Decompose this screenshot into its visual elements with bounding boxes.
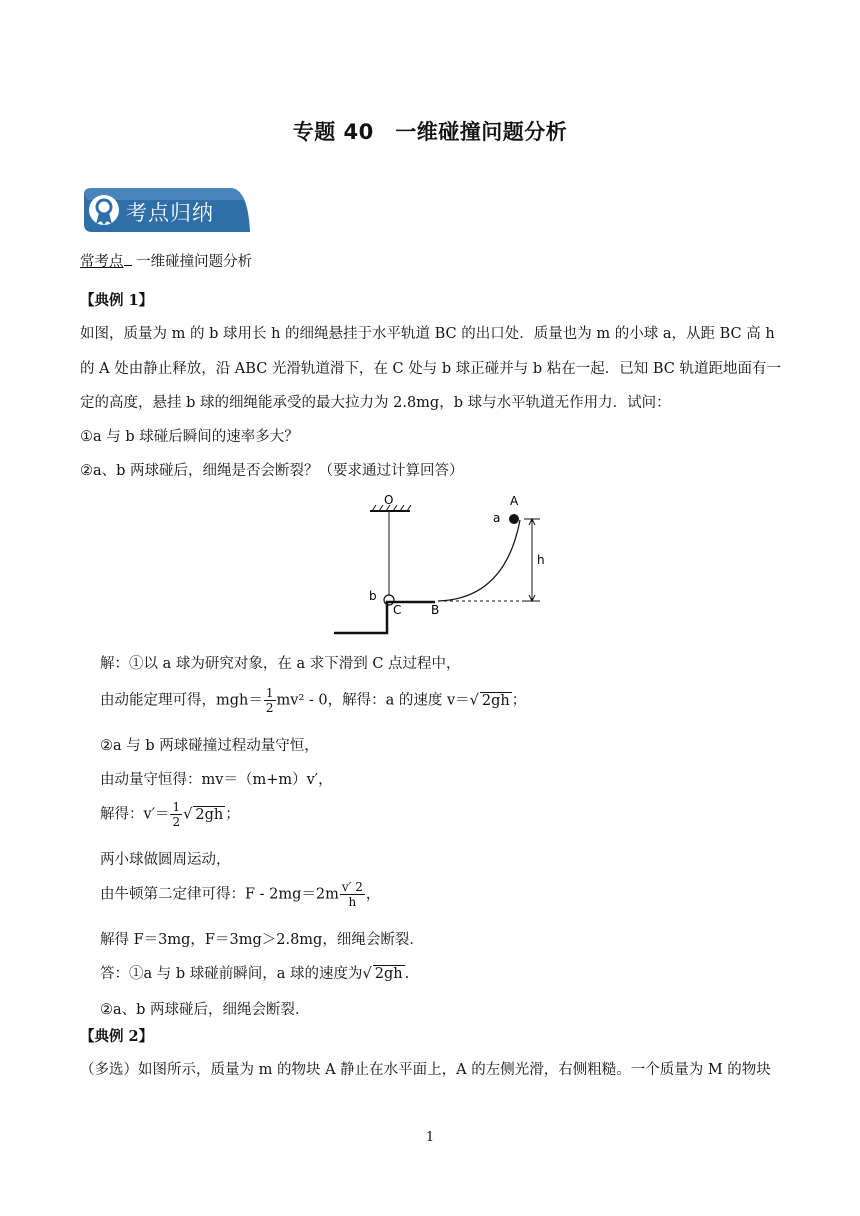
example2-heading: 【典例 2】 — [80, 1028, 154, 1045]
example1-paragraph-line: 定的高度，悬挂 b 球的细绳能承受的最大拉力为 2.8mg，b 球与水平轨道无作用力．试问： — [80, 395, 671, 411]
label-O: O — [384, 493, 394, 507]
question-1: ①a 与 b 球碰后瞬间的速率多大？ — [80, 429, 299, 445]
answer-line: 答：①a 与 b 球碰前瞬间，a 球的速度为√ 2gh . — [100, 966, 410, 982]
curved-track — [438, 520, 520, 601]
solution-line: 解得：v′＝ $\frac{1}{2}$ √ 2gh ； — [100, 800, 240, 829]
sqrt-expression: 2gh — [481, 692, 510, 709]
page-number: 1 — [425, 1130, 435, 1145]
fraction-denominator: h — [348, 895, 357, 909]
label-C: C — [393, 603, 402, 617]
question-2: ②a、b 两球碰后，细绳是否会断裂？（要求通过计算回答） — [80, 463, 464, 479]
fraction-numerator: v′ 2 — [341, 880, 363, 894]
solution-line: 解得 F＝3mg，F＝3mg＞2.8mg，细绳会断裂． — [100, 932, 424, 948]
solution-text: mv² - 0，解得：a 的速度 v＝ — [276, 692, 470, 709]
fraction-numerator: 1 — [265, 686, 274, 700]
label-B: B — [431, 603, 440, 617]
solution-text: 答：①a 与 b 球碰前瞬间，a 球的速度为 — [100, 966, 363, 982]
solution-text: ； — [511, 692, 527, 709]
solution-line — [100, 880, 380, 909]
label-b: b — [369, 589, 377, 603]
solution-line: 两小球做圆周运动， — [100, 852, 231, 868]
solution-text: ； — [225, 806, 240, 823]
fraction-v-squared-over-h — [340, 880, 365, 909]
section-topic: 一维碰撞问题分析 — [136, 254, 253, 270]
banner-text: 考点归纳 — [126, 201, 214, 225]
page-title: 专题 40 一维碰撞问题分析 — [292, 120, 568, 144]
sqrt-expression: 2gh — [195, 806, 224, 823]
track-diagram — [330, 488, 560, 638]
solution-text: 由牛顿第二定律可得：F - 2mg＝2m — [100, 886, 339, 903]
fraction-numerator: 1 — [172, 800, 181, 814]
section-label: 常考点 — [80, 254, 124, 270]
solution-text: 由动能定理可得，mgh＝ — [100, 692, 263, 709]
example1-paragraph-line: 的 A 处由静止释放，沿 ABC 光滑轨道滑下，在 C 处与 b 球正碰并与 b 粘在一起．已知 BC 轨道距地面有一 — [80, 361, 781, 377]
solution-line: 由动量守恒得：mv＝（m+m）v′， — [100, 772, 333, 788]
label-h: h — [537, 553, 545, 567]
fraction-denominator: 2 — [172, 815, 181, 829]
sqrt-expression: 2gh — [374, 966, 403, 982]
example2-paragraph-line: （多选）如图所示，质量为 m 的物块 A 静止在水平面上，A 的左侧光滑，右侧粗糙。一个质量为 M 的物块 — [80, 1062, 771, 1078]
solution-line: 由动能定理可得，mgh＝ $\frac{1}{2}$ mv² - 0，解得：a 的速度 v＝√ 2gh ； — [100, 686, 527, 715]
solution-text: 解得：v′＝ — [100, 806, 170, 823]
solution-text: ， — [365, 886, 381, 903]
solution-line: ②a 与 b 两球碰撞过程动量守恒， — [100, 738, 319, 754]
ball-a — [509, 514, 519, 524]
solution-line: 解：①以 a 球为研究对象，在 a 求下滑到 C 点过程中， — [100, 656, 461, 672]
example1-heading: 【典例 1】 — [80, 292, 154, 309]
label-a: a — [493, 511, 501, 525]
example1-paragraph-line: 如图，质量为 m 的 b 球用长 h 的细绳悬挂于水平轨道 BC 的出口处．质量也为 m 的小球 a，从距 BC 高 h — [80, 326, 775, 342]
fraction-denominator: 2 — [265, 701, 274, 715]
solution-text: . — [404, 966, 410, 982]
answer-line: ②a、b 两球碰后，细绳会断裂． — [100, 1002, 310, 1018]
fraction-one-half — [170, 800, 182, 829]
section-line — [80, 250, 252, 271]
fraction-one-half — [264, 686, 276, 715]
label-A: A — [510, 494, 519, 508]
